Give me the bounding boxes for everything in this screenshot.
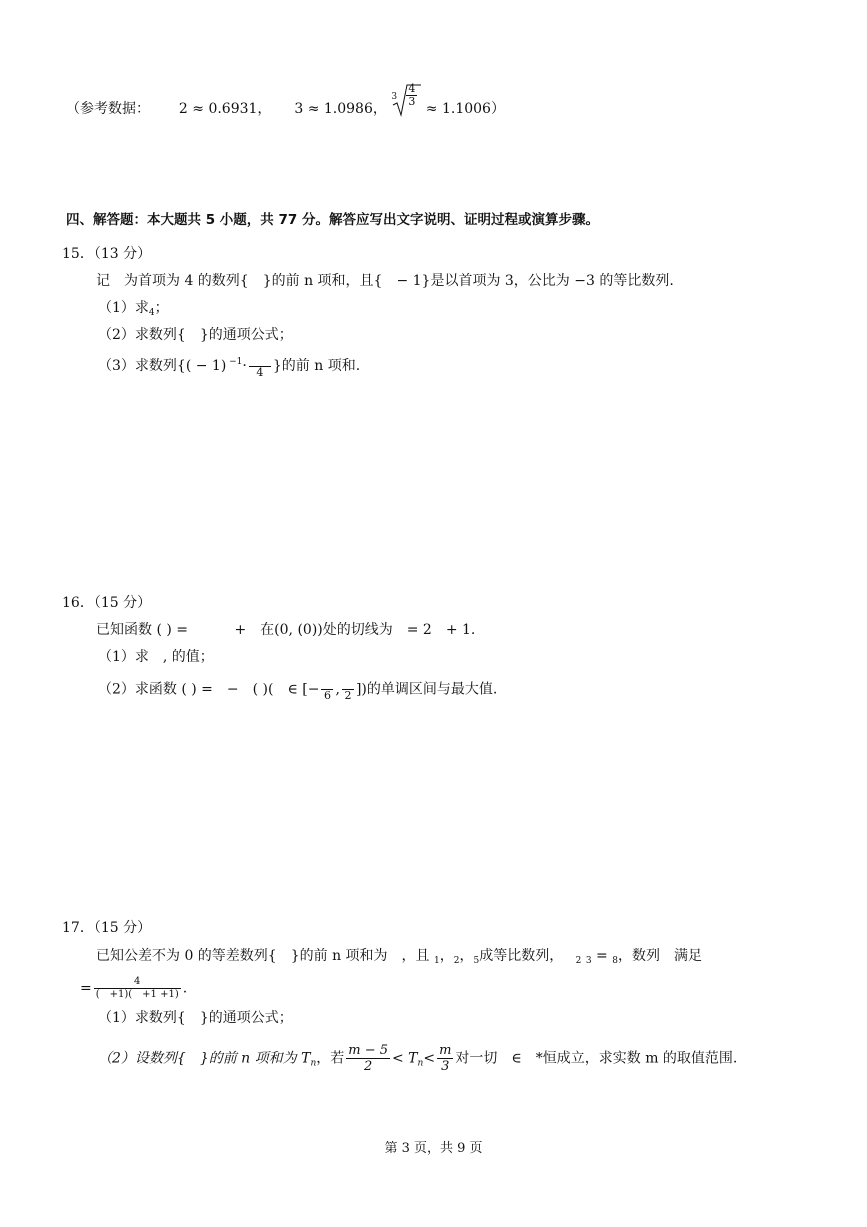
q17-sub-3: 5 [473,956,480,966]
q17-ineq-fraction-2 [437,1043,453,1074]
q17-part-2 [98,1043,737,1074]
q16-part-2 [98,677,497,702]
q16-fraction-1-denominator: 6 [323,689,331,702]
q17-lt-1: < T [392,1050,418,1067]
q15-part-1-text: （1）求 [98,300,149,316]
q15-header: 15．（13 分） [62,246,152,262]
reference-value-3: ≈ 1.1006） [425,101,505,117]
reference-value-2: 3 ≈ 1.0986， [294,101,387,117]
q17-f1-denominator: 2 [363,1059,373,1074]
q15-part-2: （2）求数列{ }的通项公式； [98,327,293,343]
reference-data-line [66,82,505,127]
q15-part-3 [98,352,360,379]
q17-lt-2: < [423,1050,436,1067]
q17-sub-4: 2 [575,956,582,966]
q16-fraction-2 [342,677,354,702]
q17-intro: 已知公差不为 0 的等差数列{ }的前 n 项和为 ，且 $_1$，$_2$，$_5$成等比数列， $_2$ $_3$ = $_8$，数列 满足 [96,948,702,966]
page-footer: 第 3 页，共 9 页 [384,1141,483,1156]
reference-value-1: 2 ≈ 0.6931， [178,101,272,117]
q17-part-2-c: 对一切 ∈ *恒成立，求实数 m 的取值范围. [455,1050,738,1067]
q17-sub-1: 1 [434,956,440,966]
q17-intro-d: ，数列 满足 [617,948,702,964]
section-heading: 四、解答题：本大题共 5 小题，共 77 分。解答应写出文字说明、证明过程或演算步骤。 [66,212,599,228]
q15-part-3-denominator: 4 [256,365,264,379]
q17-header: 17．（15 分） [62,920,152,936]
q17-f2-numerator: m [439,1043,452,1058]
reference-prefix: （参考数据： [66,101,150,117]
q15-part-3-exponent: −1 [226,357,243,367]
q17-def-end: . [182,980,188,997]
q17-def-equals: = [80,980,92,997]
root-numerator: 4 [408,82,416,95]
q17-def-numerator: 4 [94,976,181,989]
q17-sub-6: 8 [612,956,618,966]
q16-part-2-a: （2）求函数 ( ) = − ( )( ∈ [− [98,681,320,698]
q16-intro: 已知函数 ( ) = + 在(0, (0))处的切线为 = 2 + 1. [96,622,476,638]
q17-f1-numerator: m − 5 [348,1043,388,1058]
q17-def-denominator: ( +1)( +1 +1) [95,989,179,1000]
q17-intro-a: 已知公差不为 0 的等差数列{ }的前 n 项和为 ，且 [96,948,430,964]
q15-part-1-subscript: 4 [148,308,155,318]
q15-part-1-tail: ； [154,300,169,316]
q17-ineq-fraction-1 [346,1043,390,1074]
root-fraction [406,83,417,108]
q16-comma: , [335,681,340,698]
q17-f2-denominator: 3 [441,1059,450,1074]
q15-part-3-fraction [249,354,271,379]
q15-part-3-a: （3）求数列{( − 1) [98,358,227,374]
q17-tn-subscript: n [310,1058,317,1069]
q16-part-1: （1）求 , 的值； [98,649,214,665]
q15-part-1 [98,298,169,323]
q17-lt-1-subscript: n [417,1058,424,1069]
q15-part-3-c: }的前 n 项和. [272,358,361,374]
q17-def-fraction [94,976,181,1001]
root-index: 3 [391,92,398,102]
q16-part-2-b: ])的单调区间与最大值. [355,681,498,698]
cube-root-expression [391,82,421,127]
q16-fraction-1 [321,677,333,702]
q17-intro-b: 成等比数列， [479,948,564,964]
q17-sub-5: 3 [585,956,592,966]
q15-intro: 记 为首项为 4 的数列{ }的前 n 项和，且{ − 1}是以首项为 3，公比为 −3 的等比数列. [96,273,674,289]
q17-part-1: （1）求数列{ }的通项公式； [98,1010,293,1026]
q17-sub-2: 2 [453,956,460,966]
q17-intro-c: = [596,948,608,964]
q16-header: 16．（15 分） [62,595,152,611]
q17-definition [80,976,187,1001]
q17-part-2-a: （2）设数列{ }的前 n 项和为 T [98,1050,311,1067]
q17-part-2-b: ，若 [316,1050,345,1067]
root-denominator: 3 [408,95,416,108]
q15-part-3-dot: · [242,358,247,374]
q16-fraction-2-denominator: 2 [344,689,352,702]
